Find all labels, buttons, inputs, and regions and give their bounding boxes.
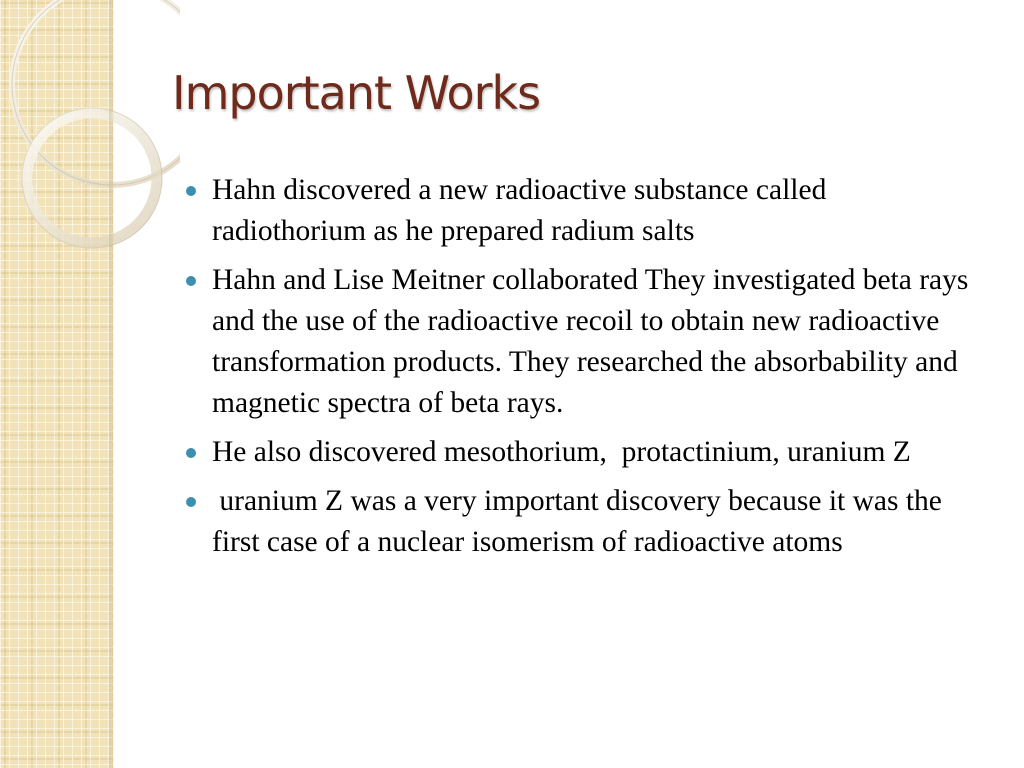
bullet-dot-icon	[186, 186, 196, 196]
bullet-item	[186, 170, 976, 252]
slide-title: Important Works	[172, 66, 541, 120]
bullet-dot-icon	[186, 276, 196, 286]
bullet-text: He also discovered mesothorium, protactinium, uranium Z	[212, 436, 911, 468]
decorative-side-panel	[0, 0, 113, 768]
bullet-item	[186, 432, 976, 473]
bullet-text: Hahn and Lise Meitner collaborated They investigated beta rays and the use of the radioactive recoil to obtain new radioactive transformation products. They researched the absorbability and magnetic spectra of beta rays.	[212, 264, 976, 419]
bullet-dot-icon	[186, 448, 196, 458]
bullet-text: uranium Z was a very important discovery because it was the first case of a nuclear isomerism of radioactive atoms	[212, 485, 950, 558]
bullet-item	[186, 260, 976, 424]
bullet-list	[186, 170, 976, 571]
bullet-text: Hahn discovered a new radioactive substance called radiothorium as he prepared radium salts	[212, 174, 834, 247]
side-panel-edge	[109, 0, 115, 768]
bullet-dot-icon	[186, 497, 196, 507]
bullet-item	[186, 481, 976, 563]
decorative-rings-icon	[0, 0, 180, 300]
